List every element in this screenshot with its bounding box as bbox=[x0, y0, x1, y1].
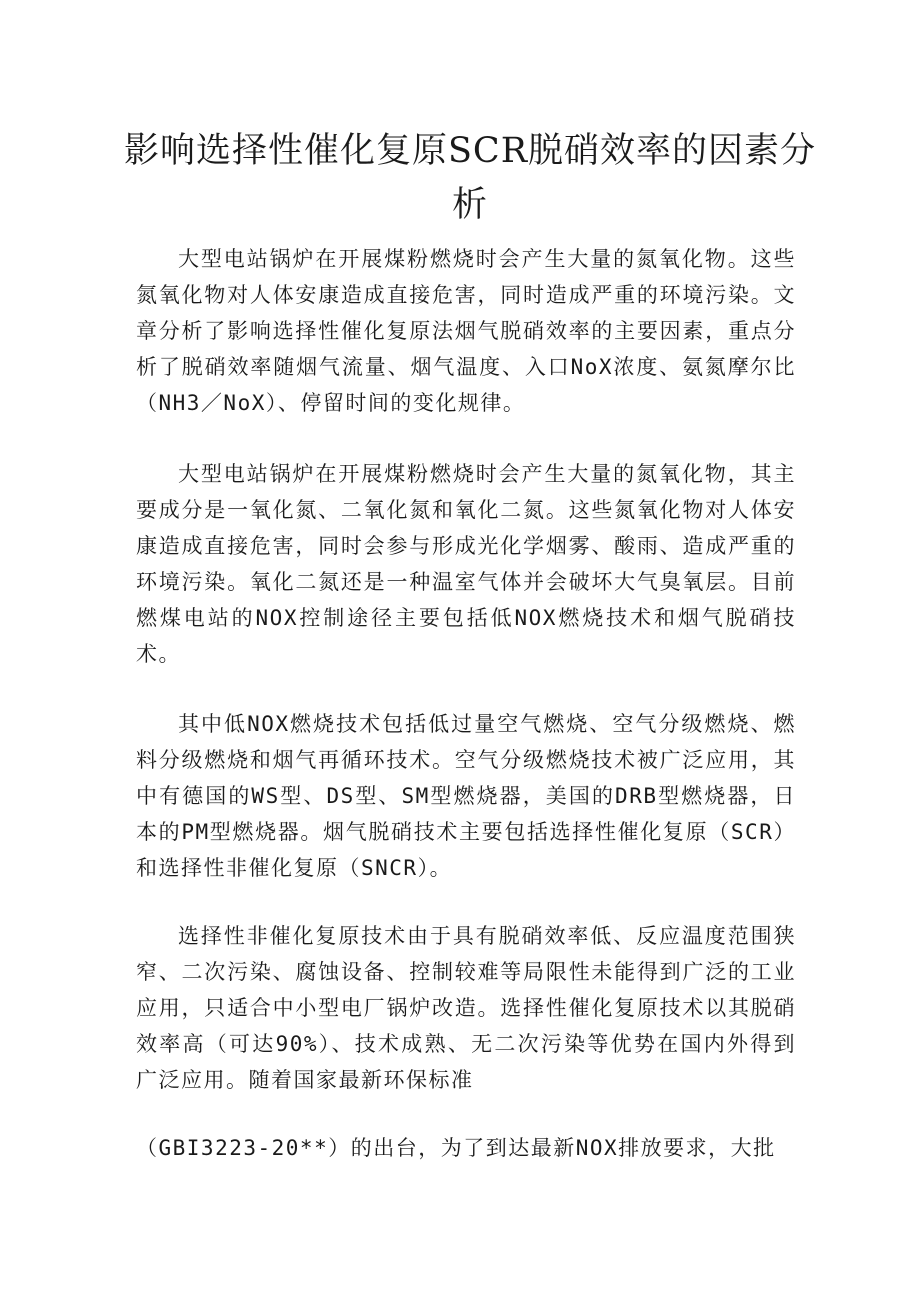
document-title: 影响选择性催化复原SCR脱硝效率的因素分析 bbox=[123, 131, 817, 225]
paragraph-5: （GBI3223-20**）的出台，为了到达最新NOX排放要求，大批 bbox=[136, 1136, 776, 1160]
paragraph-1: 大型电站锅炉在开展煤粉燃烧时会产生大量的氮氧化物。这些氮氧化物对人体安康造成直接危害，同时造成严重的环境污染。文章分析了影响选择性催化复原法烟气脱硝效率的主要因素，重点分析了脱硝效率随烟气流量、烟气温度、入口NoX浓度、氨氮摩尔比（NH3／NoX）、停留时间的变化规律。 bbox=[136, 247, 796, 415]
paragraph-3: 其中低NOX燃烧技术包括低过量空气燃烧、空气分级燃烧、燃料分级燃烧和烟气再循环技术。空气分级燃烧技术被广泛应用，其中有德国的WS型、DS型、SM型燃烧器，美国的DRB型燃烧器，日本的PM型燃烧器。烟气脱硝技术主要包括选择性催化复原（SCR）和选择性非催化复原（SNCR）。 bbox=[136, 712, 796, 880]
paragraph-4: 选择性非催化复原技术由于具有脱硝效率低、反应温度范围狭窄、二次污染、腐蚀设备、控制较难等局限性未能得到广泛的工业应用，只适合中小型电厂锅炉改造。选择性催化复原技术以其脱硝效率高（可达90%）、技术成熟、无二次污染等优势在国内外得到广泛应用。随着国家最新环保标准 bbox=[136, 924, 796, 1092]
paragraph-2: 大型电站锅炉在开展煤粉燃烧时会产生大量的氮氧化物，其主要成分是一氧化氮、二氧化氮和氧化二氮。这些氮氧化物对人体安康造成直接危害，同时会参与形成光化学烟雾、酸雨、造成严重的环境污染。氧化二氮还是一种温室气体并会破坏大气臭氧层。目前燃煤电站的NOX控制途径主要包括低NOX燃烧技术和烟气脱硝技术。 bbox=[136, 462, 796, 666]
